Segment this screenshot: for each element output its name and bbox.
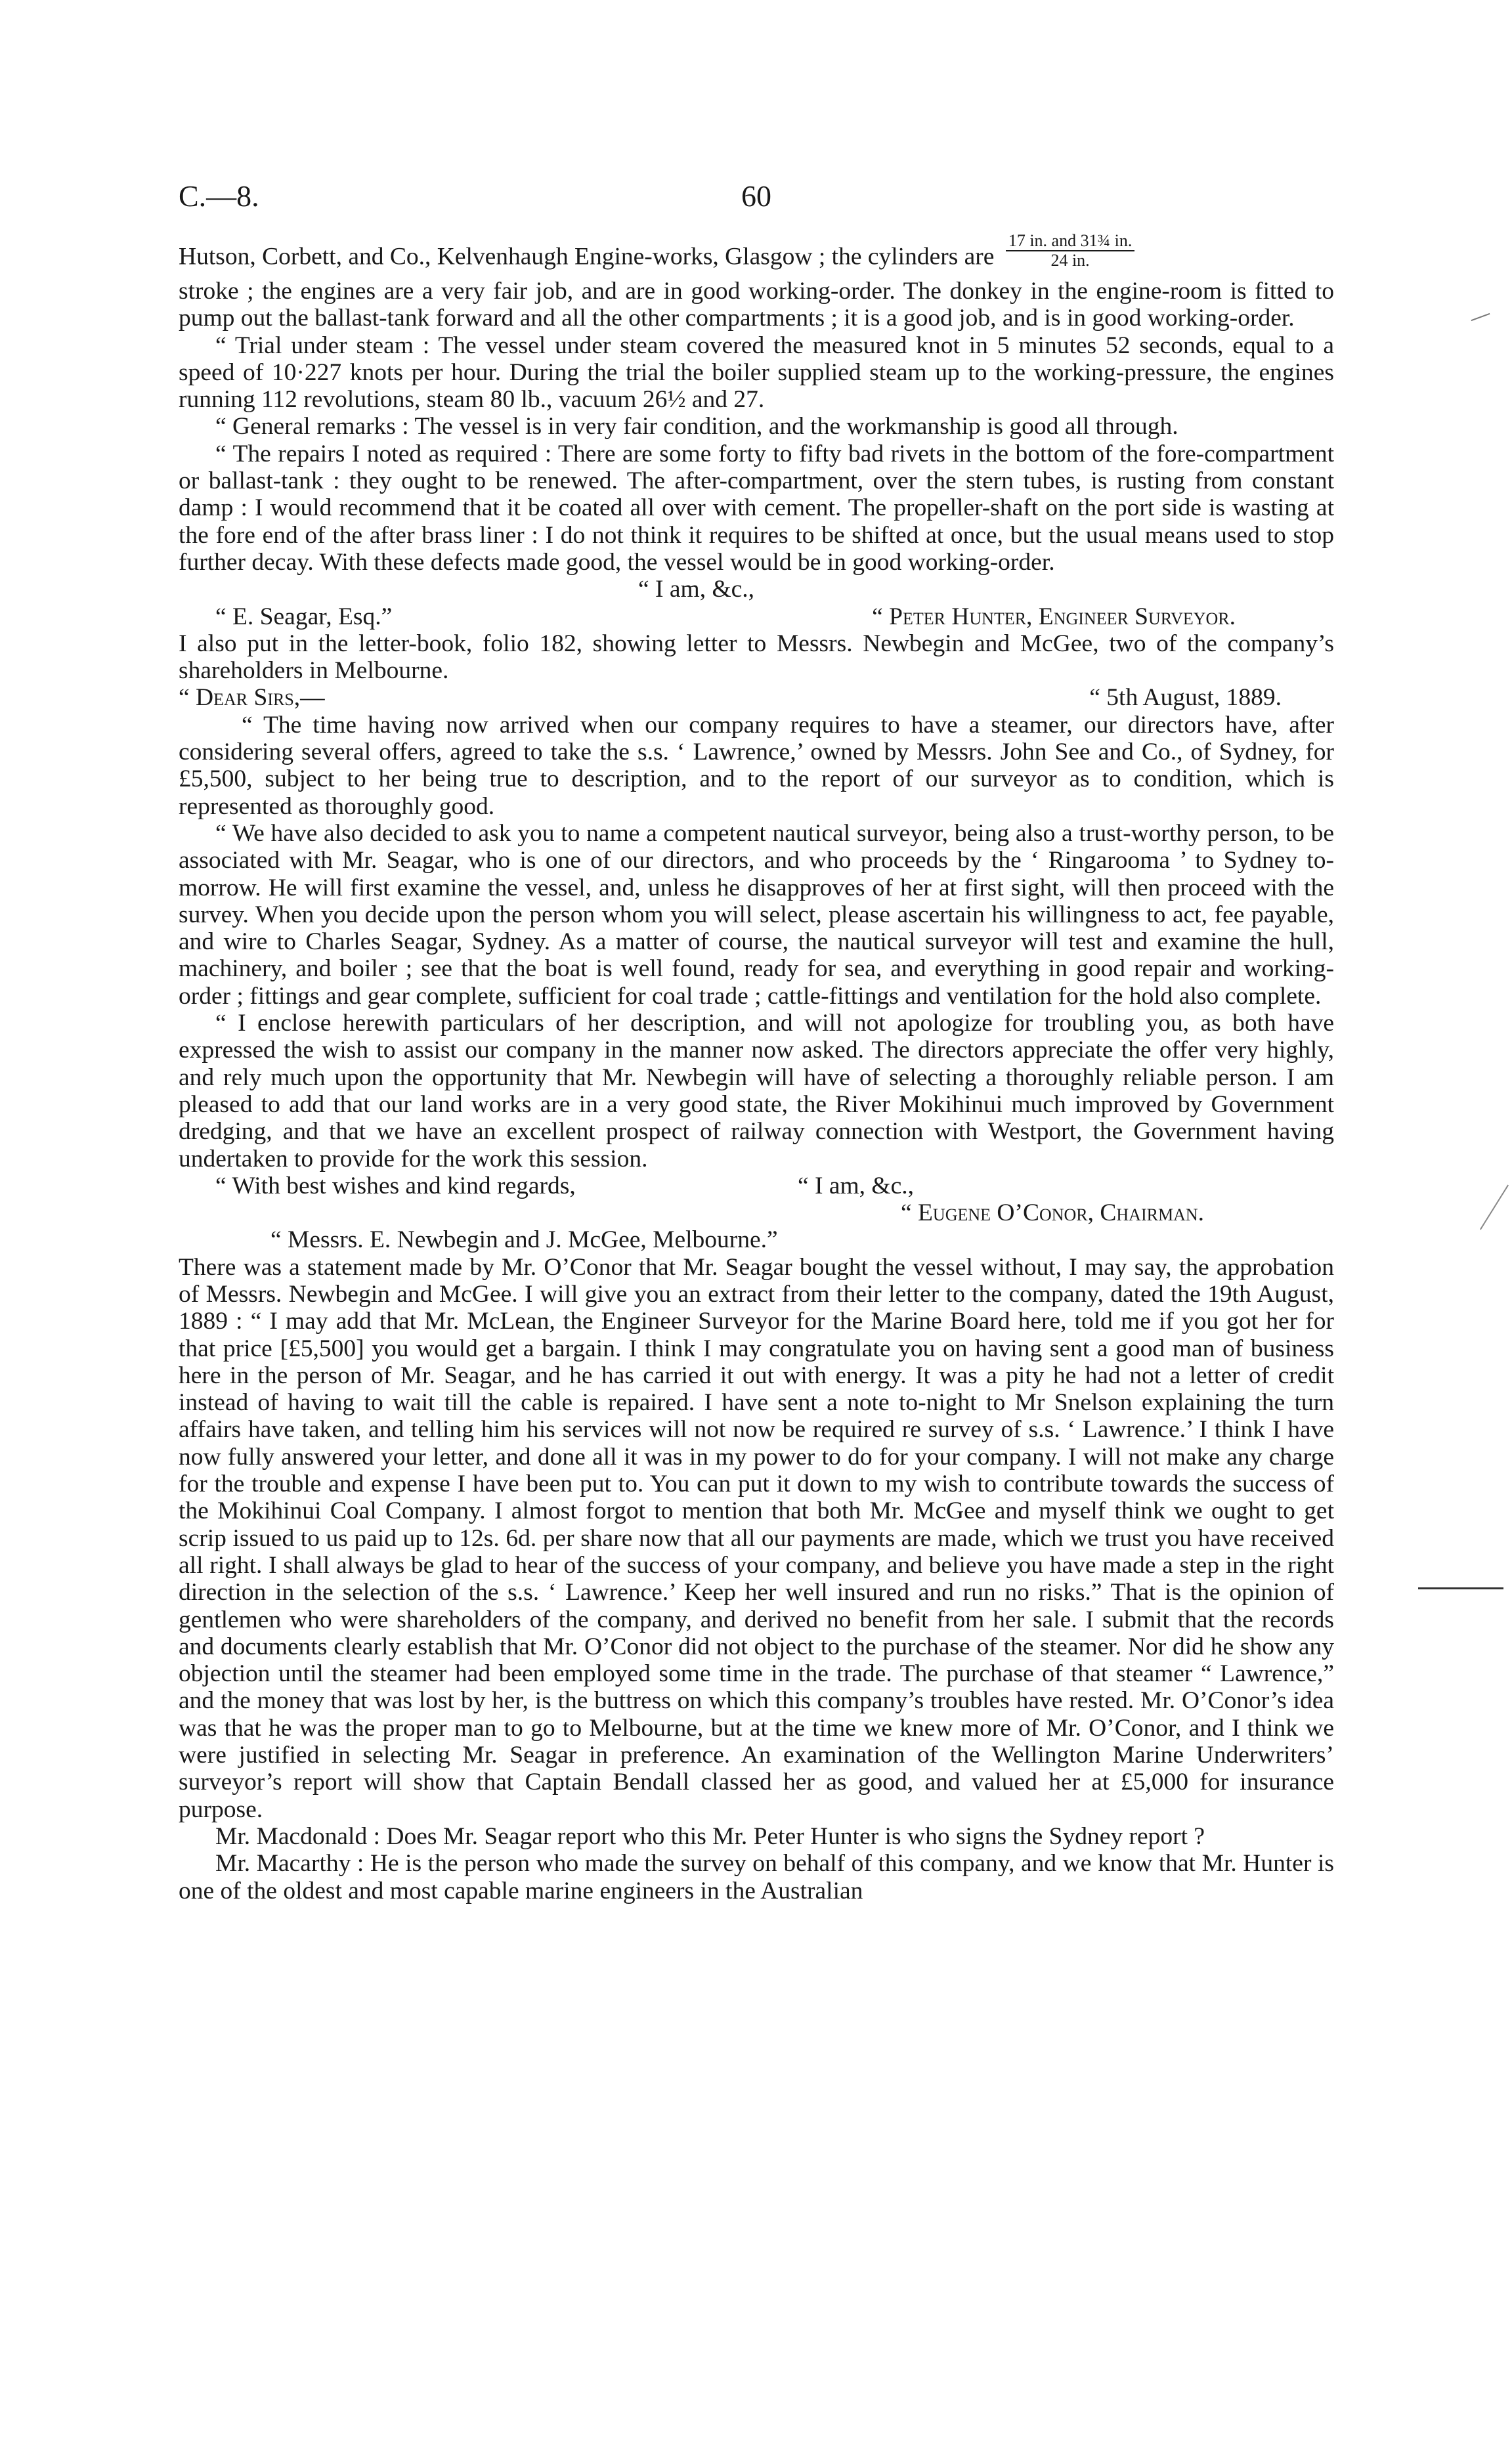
paragraph-text: Hutson, Corbett, and Co., Kelvenhaugh Engine-works, Glasgow ; the cylinders are [179,243,995,270]
paragraph: stroke ; the engines are a very fair job, and are in good working-order. The donkey in the engine-room is fitted to pump out the ballast-tank forward and all the other compartments ; it is a good job, and is in good working-order. [179,278,1334,332]
addressee-line: “ Messrs. E. Newbegin and J. McGee, Melbourne.” [270,1226,778,1254]
margin-mark [1480,1185,1509,1230]
closing-row [179,1172,1334,1199]
document-reference: C.—8. [179,179,259,213]
closing-sign: “ I am, &c., [797,1172,914,1199]
paragraph: Mr. Macdonald : Does Mr. Seagar report who this Mr. Peter Hunter is who signs the Sydney report ? [215,1822,1205,1850]
page-header [179,179,1334,218]
paragraph: “ Trial under steam : The vessel under steam covered the measured knot in 5 minutes 52 seconds, equal to a speed of 10·227 knots per hour. During the trial the boiler supplied steam up to the working-pressure, the engines running 112 revolutions, steam 80 lb., vacuum 26½ and 27. [179,332,1334,414]
letter-date: “ 5th August, 1889. [1089,684,1282,712]
signature-line: “ I am, &c., [638,576,755,603]
paragraph: “ General remarks : The vessel is in very fair condition, and the workmanship is good all through. [215,413,1178,441]
fraction-denominator: 24 in. [1050,251,1090,270]
margin-rule [1418,1587,1503,1589]
addressee-text: “ E. Seagar, Esq.” [215,603,393,630]
paragraph [179,231,1334,278]
paragraph: “ The time having now arrived when our company requires to have a steamer, our directors have, after considering several offers, agreed to take the s.s. ‘ Lawrence,’ owned by Messrs. John See and Co., of Sydney, for £5,500, subject to her being true to description, and to the report of our surveyor as to condition, which is represented as thoroughly good. [179,711,1334,820]
body-text [179,231,1334,1904]
paragraph: I also put in the letter-book, folio 182, showing letter to Messrs. Newbegin and McGee, two of the company’s shareholders in Melbourne. [179,630,1334,685]
signature-line: “ Eugene O’Conor, Chairman. [901,1199,1205,1227]
margin-mark [1471,313,1490,321]
paragraph: “ The repairs I noted as required : There are some forty to fifty bad rivets in the bottom of the fore-compartment or ballast-tank : they ought to be renewed. The after-compartment, over the stern tubes, is rusting from constant damp : I would recommend that it be coated all over with cement. The propeller-shaft on the port side is wasting at the fore end of the after brass liner : I do not think it requires to be shifted at once, but the usual means used to stop further decay. With these defects made good, the vessel would be in good working-order. [179,440,1334,576]
paragraph: “ We have also decided to ask you to name a competent nautical surveyor, being also a trust-worthy person, to be associated with Mr. Seagar, who is one of our directors, and who proceeds by the ‘ Ringarooma ’ to Sydney to-morrow. He will first examine the vessel, and, unless he disapproves of her at first sight, will then proceed with the survey. When you decide upon the person whom you will select, please ascertain his willingness to act, fee payable, and wire to Charles Seagar, Sydney. As a matter of course, the nautical surveyor will test and examine the hull, machinery, and boiler ; see that the boat is well found, ready for sea, and everything in good repair and working-order ; fittings and gear complete, sufficient for coal trade ; cattle-fittings and ventilation for the hold also complete. [179,819,1334,1010]
signature-row [179,603,1334,630]
cylinder-fraction [1006,232,1135,270]
paragraph: There was a statement made by Mr. O’Conor that Mr. Seagar bought the vessel without, I may say, the approbation of Messrs. Newbegin and McGee. I will give you an extract from their letter to the company, dated the 19th August, 1889 : “ I may add that Mr. McLean, the Engineer Surveyor for the Marine Board here, told me if you got her for that price [£5,500] you would get a bargain. I think I may congratulate you on having sent a good man of business here in the person of Mr. Seagar, and he has carried it out with energy. It was a pity he had not a letter of credit instead of having to wait till the cable is repaired. I have sent a note to-night to Mr Snelson explaining the turn affairs have taken, and telling him his services will not now be required re survey of s.s. ‘ Lawrence.’ I think I have now fully answered your letter, and done all it was in my power to do for your company. I will not make any charge for the trouble and expense I have been put to. You can put it down to my wish to contribute towards the success of the Mokihinui Coal Company. I almost forgot to mention that both Mr. McGee and myself think we ought to get scrip issued to us paid up to 12s. 6d. per share now that all our payments are made, which we trust you have received all right. I shall always be glad to hear of the success of your company, and believe you have made a step in the right direction in the selection of the s.s. ‘ Lawrence.’ Keep her well insured and run no risks.” That is the opinion of gentlemen who were shareholders of the company, and derived no benefit from her sale. I submit that the records and documents clearly establish that Mr. O’Conor did not object to the purchase of the steamer. Nor did he show any objection until the steamer had been employed some time in the trade. The purchase of that steamer “ Lawrence,” and the money that was lost by her, is the buttress on which this company’s troubles have rested. Mr. O’Conor’s idea was that he was the proper man to go to Melbourne, but at the time we knew more of Mr. O’Conor, and I think we were justified in selecting Mr. Seagar in preference. An examination of the Wellington Marine Underwriters’ surveyor’s report will show that Captain Bendall classed her as good, and valued her at £5,000 for insurance purpose. [179,1253,1334,1823]
signatory-text: “ Peter Hunter, Engineer Surveyor. [872,603,1236,630]
paragraph: Mr. Macarthy : He is the person who made the survey on behalf of this company, and we know that Mr. Hunter is one of the oldest and most capable marine engineers in the Australian [179,1850,1334,1904]
letter-heading-row [179,684,1334,711]
fraction-numerator: 17 in. and 31¾ in. [1006,232,1135,251]
paragraph: “ I enclose herewith particulars of her description, and will not apologize for troubling you, as both have expressed the wish to assist our company in the manner now asked. The directors appreciate the offer very highly, and rely much upon the opportunity that Mr. Newbegin will have of selecting a thoroughly reliable person. I am pleased to add that our land works are in a very good state, the River Mokihinui much improved by Government dredging, and that we have an excellent prospect of railway connection with Westport, the Government having undertaken to provide for the work this session. [179,1010,1334,1172]
salutation: “ Dear Sirs,— [179,684,325,712]
closing-text: “ With best wishes and kind regards, [215,1172,576,1199]
page-number: 60 [741,179,771,213]
